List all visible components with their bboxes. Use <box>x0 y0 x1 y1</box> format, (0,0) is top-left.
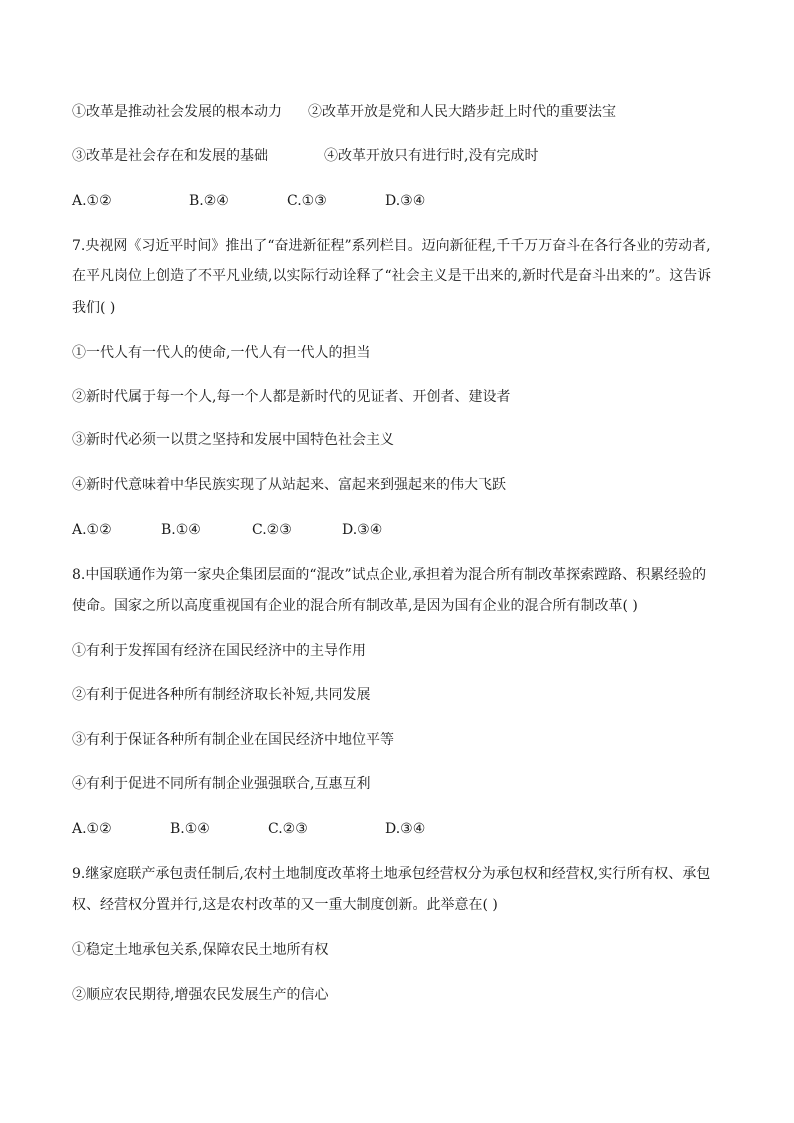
q9-stem-line-1: 9.继家庭联产承包责任制后,农村土地制度改革将土地承包经营权分为承包权和经营权,实行所有权、承包 <box>72 866 711 882</box>
q7-option-3: ③新时代必须一以贯之坚持和发展中国特色社会主义 <box>72 432 394 448</box>
q9-option-2: ②顺应农民期待,增强农民发展生产的信心 <box>72 987 329 1003</box>
q7-choice-d: D.③④ <box>342 522 383 538</box>
q6-option-3: ③改革是社会存在和发展的基础 <box>72 148 268 164</box>
q8-stem-line-1: 8.中国联通作为第一家央企集团层面的“混改”试点企业,承担着为混合所有制改革探索蹚路、积累经验的 <box>72 567 707 583</box>
q8-stem-line-2: 使命。国家之所以高度重视国有企业的混合所有制改革,是因为国有企业的混合所有制改革( ) <box>72 598 638 614</box>
q6-option-4: ④改革开放只有进行时,没有完成时 <box>324 148 539 164</box>
q8-choice-a: A.①② <box>72 821 112 837</box>
q8-choice-b: B.①④ <box>170 821 210 837</box>
q8-option-4: ④有利于促进不同所有制企业强强联合,互惠互利 <box>72 776 371 792</box>
q8-option-1: ①有利于发挥国有经济在国民经济中的主导作用 <box>72 643 366 659</box>
q9-stem-line-2: 权、经营权分置并行,这是农村改革的又一重大制度创新。此举意在( ) <box>72 897 498 913</box>
q6-choice-b: B.②④ <box>189 193 229 209</box>
q7-option-4: ④新时代意味着中华民族实现了从站起来、富起来到强起来的伟大飞跃 <box>72 477 506 493</box>
q7-option-2: ②新时代属于每一个人,每一个人都是新时代的见证者、开创者、建设者 <box>72 389 511 405</box>
q8-option-3: ③有利于保证各种所有制企业在国民经济中地位平等 <box>72 732 394 748</box>
q6-option-1: ①改革是推动社会发展的根本动力 <box>72 104 282 120</box>
q6-choice-c: C.①③ <box>287 193 327 209</box>
q7-stem-line-2: 在平凡岗位上创造了不平凡业绩,以实际行动诠释了“社会主义是干出来的,新时代是奋斗出来的”。这告诉 <box>72 268 712 284</box>
q8-choice-c: C.②③ <box>268 821 308 837</box>
q7-choice-c: C.②③ <box>252 522 292 538</box>
q8-choice-d: D.③④ <box>385 821 426 837</box>
q7-option-1: ①一代人有一代人的使命,一代人有一代人的担当 <box>72 345 371 361</box>
q8-option-2: ②有利于促进各种所有制经济取长补短,共同发展 <box>72 687 371 703</box>
q7-stem-line-1: 7.央视网《习近平时间》推出了“奋进新征程”系列栏目。迈向新征程,千千万万奋斗在各行各业的劳动者, <box>72 238 711 254</box>
q7-stem-line-3: 我们( ) <box>72 300 116 316</box>
q7-choice-a: A.①② <box>72 522 112 538</box>
q9-option-1: ①稳定土地承包关系,保障农民土地所有权 <box>72 942 329 958</box>
q6-choice-d: D.③④ <box>385 193 426 209</box>
q6-option-2: ②改革开放是党和人民大踏步赶上时代的重要法宝 <box>308 104 616 120</box>
q6-choice-a: A.①② <box>72 193 112 209</box>
q7-choice-b: B.①④ <box>161 522 201 538</box>
